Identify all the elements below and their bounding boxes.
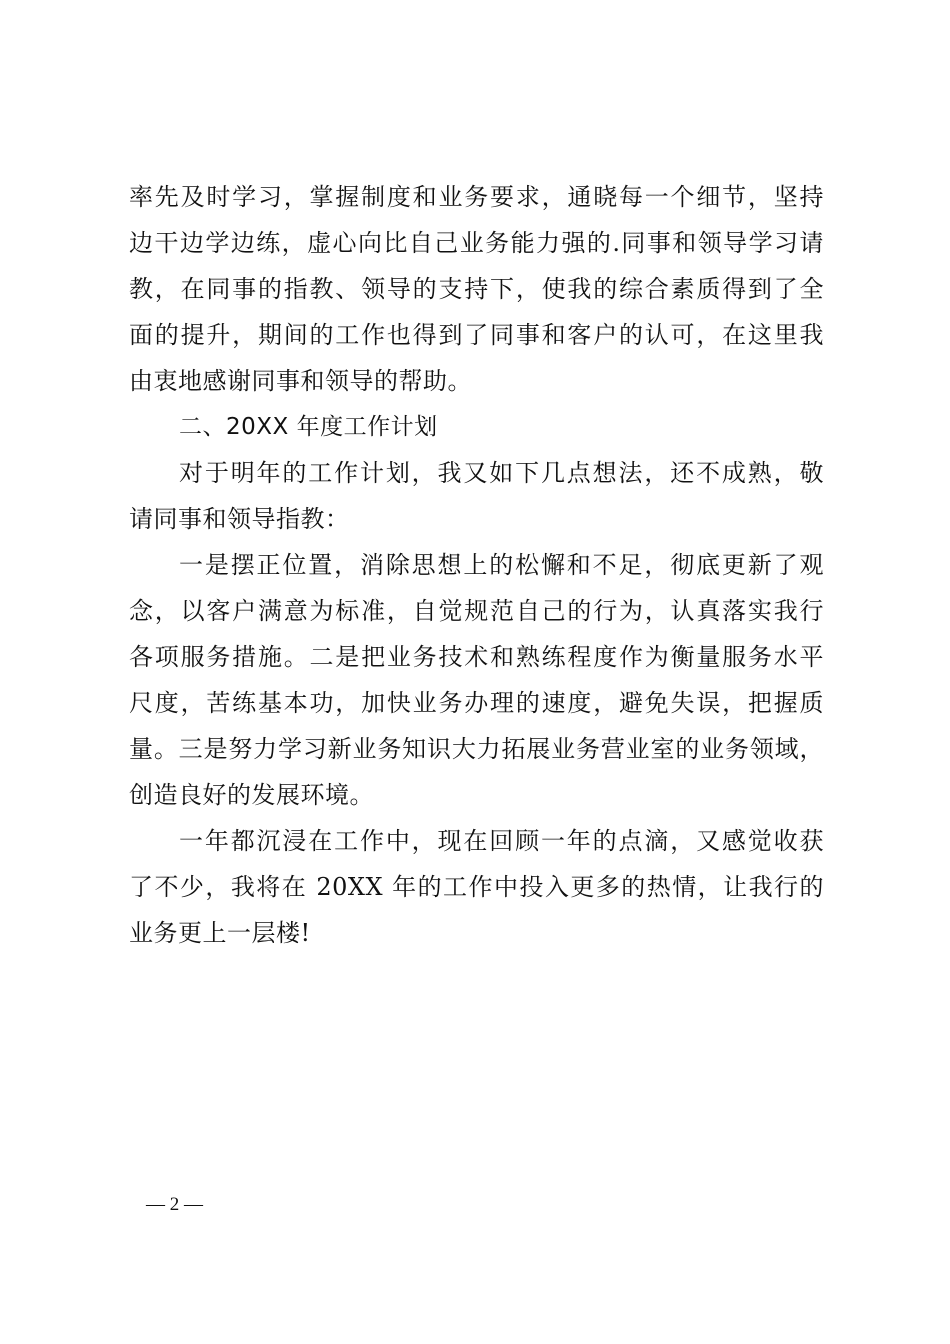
paragraph-line: 业务更上一层楼! [129, 919, 311, 947]
paragraph-line: 教，在同事的指教、领导的支持下，使我的综合素质得到了全 [129, 275, 824, 303]
paragraph-line: 量。三是努力学习新业务知识大力拓展业务营业室的业务领域， [129, 735, 824, 763]
paragraph-line: 各项服务措施。二是把业务技术和熟练程度作为衡量服务水平 [129, 643, 824, 671]
section-heading: 二、20XX 年度工作计划 [179, 414, 438, 440]
paragraph-line: 率先及时学习，掌握制度和业务要求，通晓每一个细节，坚持 [129, 183, 824, 211]
body-text [129, 174, 824, 956]
paragraph-line: 由衷地感谢同事和领导的帮助。 [129, 367, 472, 395]
page-number: — 2 — [146, 1194, 203, 1215]
paragraph-line: 对于明年的工作计划，我又如下几点想法，还不成熟，敬 [179, 459, 824, 487]
paragraph-line: 请同事和领导指教： [129, 505, 350, 533]
paragraph-line: 边干边学边练，虚心向比自己业务能力强的.同事和领导学习请 [129, 229, 824, 257]
paragraph-line: 创造良好的发展环境。 [129, 781, 374, 809]
paragraph-line: 一年都沉浸在工作中，现在回顾一年的点滴，又感觉收获 [179, 827, 824, 855]
paragraph-line: 一是摆正位置，消除思想上的松懈和不足，彻底更新了观 [179, 551, 824, 579]
paragraph-line: 念，以客户满意为标准，自觉规范自己的行为，认真落实我行 [129, 597, 824, 625]
paragraph-line: 了不少，我将在 20XX 年的工作中投入更多的热情，让我行的 [129, 873, 824, 901]
paragraph-line: 面的提升，期间的工作也得到了同事和客户的认可，在这里我 [129, 321, 824, 349]
paragraph-line: 尺度，苦练基本功，加快业务办理的速度，避免失误，把握质 [129, 689, 824, 717]
